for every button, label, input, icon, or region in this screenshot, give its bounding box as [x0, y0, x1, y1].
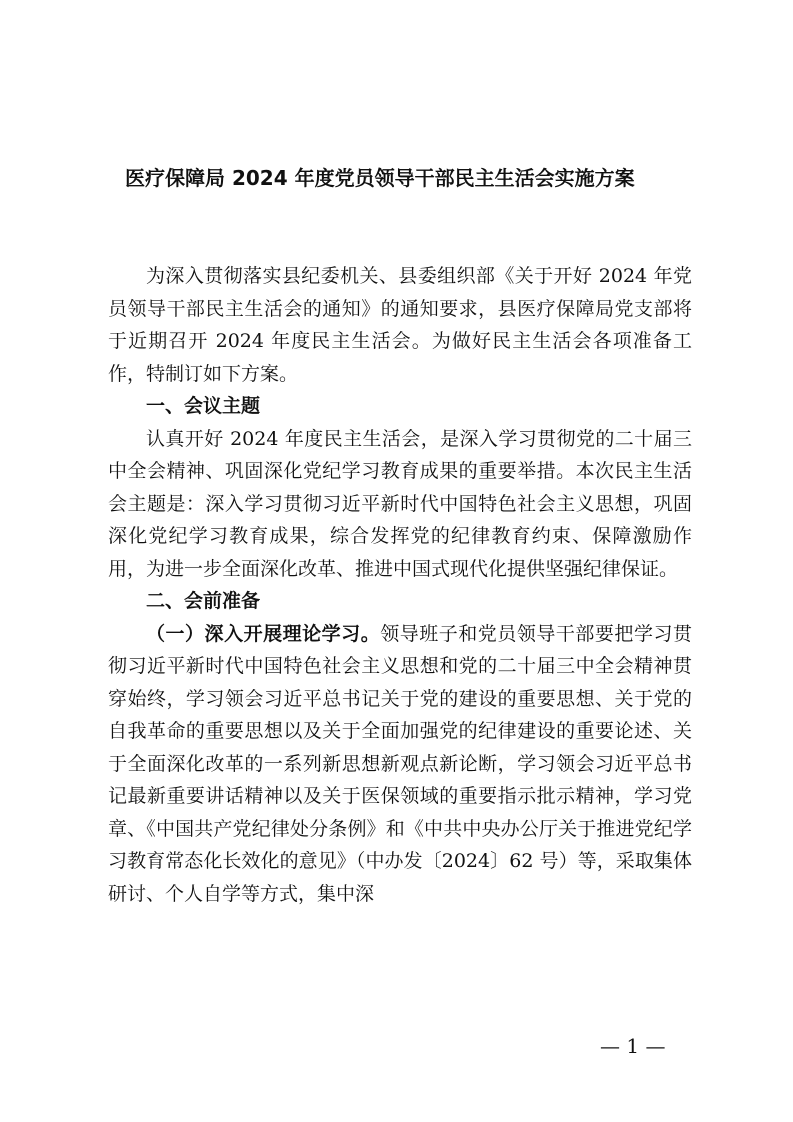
- preparation-paragraph: [108, 618, 692, 911]
- theory-study-text: 领导班子和党员领导干部要把学习贯彻习近平新时代中国特色社会主义思想和党的二十届三中全会精神贯穿始终，学习领会习近平总书记关于党的建设的重要思想、关于党的自我革命的重要思想以及关于全面加强党的纪律建设的重要论述、关于全面深化改革的一系列新思想新观点新论断，学习领会习近平总书记最新重要讲话精神以及关于医保领域的重要指示批示精神，学习党章、《中国共产党纪律处分条例》和《中共中央办公厅关于推进党纪学习教育常态化长效化的意见》（中办发〔2024〕62 号）等，采取集体研讨、个人自学等方式，集中深: [108, 622, 692, 905]
- meeting-theme-paragraph: 认真开好 2024 年度民主生活会，是深入学习贯彻党的二十届三中全会精神、巩固深化党纪学习教育成果的重要举措。本次民主生活会主题是：深入学习贯彻习近平新时代中国特色社会主义思想，巩固深化党纪学习教育成果，综合发挥党的纪律教育约束、保障激励作用，为进一步全面深化改革、推进中国式现代化提供坚强纪律保证。: [108, 427, 692, 580]
- theory-study-label: （一）深入开展理论学习。: [146, 622, 381, 645]
- intro-paragraph: 为深入贯彻落实县纪委机关、县委组织部《关于开好 2024 年党员领导干部民主生活会的通知》的通知要求，县医疗保障局党支部将于近期召开 2024 年度民主生活会。为做好民主生活会各项准备工作，特制订如下方案。: [108, 265, 692, 385]
- page-number: — 1 —: [600, 1034, 666, 1058]
- section-heading-meeting-theme: 一、会议主题: [146, 395, 261, 417]
- section-heading-preparation: 二、会前准备: [146, 590, 261, 612]
- document-body: [108, 260, 692, 910]
- document-title: 医疗保障局 2024 年度党员领导干部民主生活会实施方案: [125, 166, 635, 190]
